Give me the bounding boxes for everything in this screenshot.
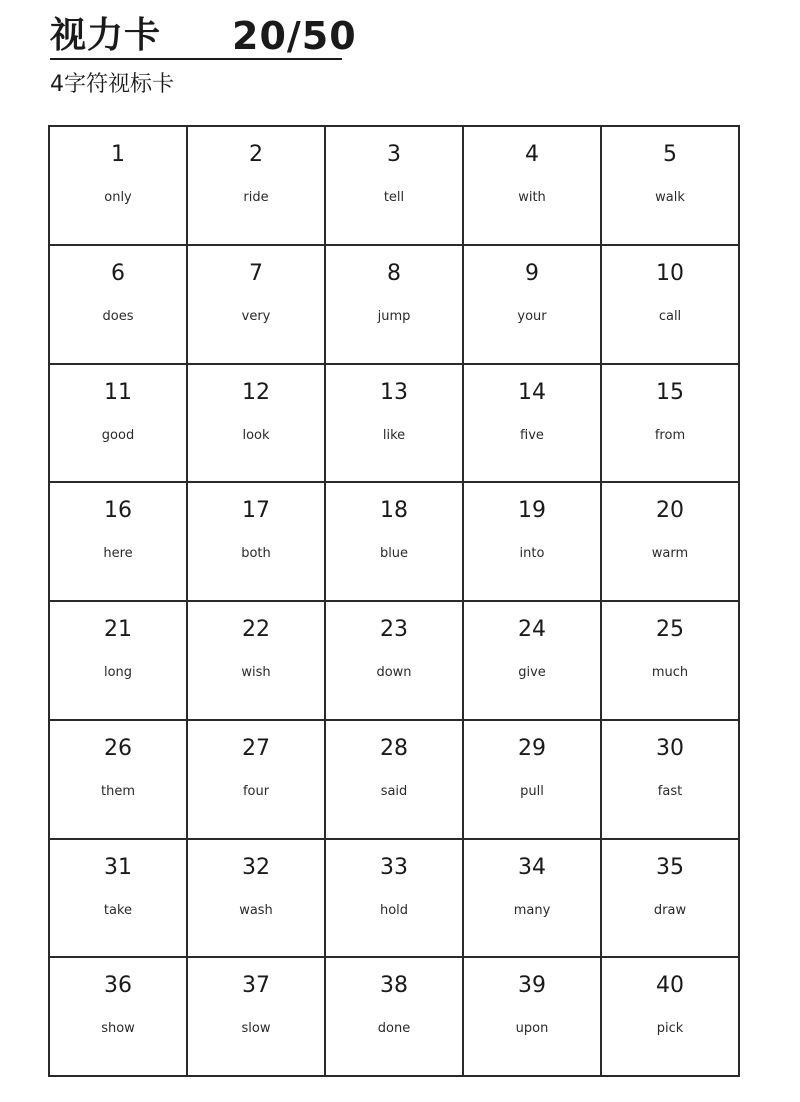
card-word: pick [656,1021,684,1037]
card-cell [464,127,602,246]
card-word: slow [241,1021,271,1037]
card-number: 12 [242,379,270,405]
card-cell [50,365,188,484]
card-number: 17 [242,498,270,524]
card-word: warm [651,546,689,562]
card-word: here [103,546,133,562]
card-word: them [101,783,135,799]
card-cell [188,246,326,365]
card-number: 19 [518,498,546,524]
card-cell [602,721,740,840]
card-word: hold [379,902,409,918]
card-number: 23 [380,617,408,642]
card-word: four [242,783,270,799]
card-word: blue [379,546,409,562]
card-cell [326,840,464,959]
card-word: wash [239,902,273,918]
card-word: from [654,427,686,443]
card-word: only [104,190,132,205]
card-number: 26 [104,735,132,761]
card-cell [50,958,188,1077]
card-cell [188,127,326,246]
acuity-label: 20/50 [232,14,357,58]
card-word: does [102,308,134,324]
card-cell [602,246,740,365]
card-cell [464,840,602,959]
card-number: 20 [656,498,684,524]
card-word: like [382,427,406,443]
card-cell [188,721,326,840]
card-number: 3 [387,142,401,167]
card-cell [326,246,464,365]
chart-header [50,14,357,60]
card-number: 9 [525,260,539,286]
card-word: draw [653,902,687,918]
card-cell [464,246,602,365]
card-cell [50,127,188,246]
card-cell [326,365,464,484]
card-cell [188,483,326,602]
card-word: give [518,665,546,680]
card-word: five [520,427,544,443]
card-number: 5 [663,142,677,167]
card-number: 22 [242,617,270,642]
card-number: 16 [104,498,132,524]
card-word: take [103,902,133,918]
card-cell [602,958,740,1077]
card-word: pull [520,783,544,799]
card-number: 35 [656,854,684,880]
card-word: into [519,546,545,562]
card-number: 4 [525,142,539,167]
card-cell [464,721,602,840]
card-number: 10 [656,260,684,286]
card-word: with [518,190,546,205]
card-number: 18 [380,498,408,524]
card-cell [602,365,740,484]
card-number: 11 [104,379,132,405]
card-cell [50,602,188,721]
card-word: your [517,308,547,324]
card-number: 7 [249,260,263,286]
page-title: 视力卡 [50,15,162,56]
card-cell [188,958,326,1077]
card-word: ride [243,190,269,205]
card-cell [602,483,740,602]
card-number: 8 [387,260,401,286]
card-word: many [513,902,551,918]
card-number: 21 [104,617,132,642]
page-subtitle: 4字符视标卡 [50,72,174,97]
card-word: jump [377,308,411,324]
card-cell [464,958,602,1077]
card-number: 2 [249,142,263,167]
card-number: 25 [656,617,684,642]
card-number: 24 [518,617,546,642]
card-number: 30 [656,735,684,761]
card-cell [464,602,602,721]
card-number: 38 [380,973,408,999]
card-word: long [103,665,133,680]
card-word: wish [241,665,271,680]
card-number: 39 [518,973,546,999]
card-cell [464,365,602,484]
vision-card-grid [48,125,740,1077]
card-word: walk [655,190,685,205]
card-number: 32 [242,854,270,880]
card-number: 28 [380,735,408,761]
card-number: 1 [111,142,125,167]
card-word: done [377,1021,411,1037]
card-word: upon [515,1021,549,1037]
card-cell [326,721,464,840]
card-word: call [658,308,682,324]
card-cell [602,127,740,246]
card-number: 29 [518,735,546,761]
card-number: 31 [104,854,132,880]
card-cell [188,602,326,721]
card-number: 15 [656,379,684,405]
card-word: good [101,427,135,443]
card-word: very [241,308,271,324]
card-word: look [242,427,270,443]
card-cell [50,840,188,959]
card-word: fast [657,783,683,799]
card-number: 13 [380,379,408,405]
card-word: said [380,783,408,799]
card-number: 34 [518,854,546,880]
card-cell [602,840,740,959]
card-word: tell [383,190,405,205]
card-word: show [101,1021,135,1037]
card-cell [188,840,326,959]
card-cell [326,127,464,246]
card-number: 14 [518,379,546,405]
card-cell [50,246,188,365]
card-cell [602,602,740,721]
card-number: 36 [104,973,132,999]
card-cell [188,365,326,484]
card-word: much [651,665,689,680]
card-word: both [241,546,271,562]
card-number: 6 [111,260,125,286]
card-cell [50,721,188,840]
card-cell [464,483,602,602]
card-word: down [376,665,412,680]
card-number: 40 [656,973,684,999]
card-number: 37 [242,973,270,999]
card-cell [50,483,188,602]
card-number: 27 [242,735,270,761]
card-number: 33 [380,854,408,880]
card-cell [326,958,464,1077]
card-cell [326,602,464,721]
card-cell [326,483,464,602]
